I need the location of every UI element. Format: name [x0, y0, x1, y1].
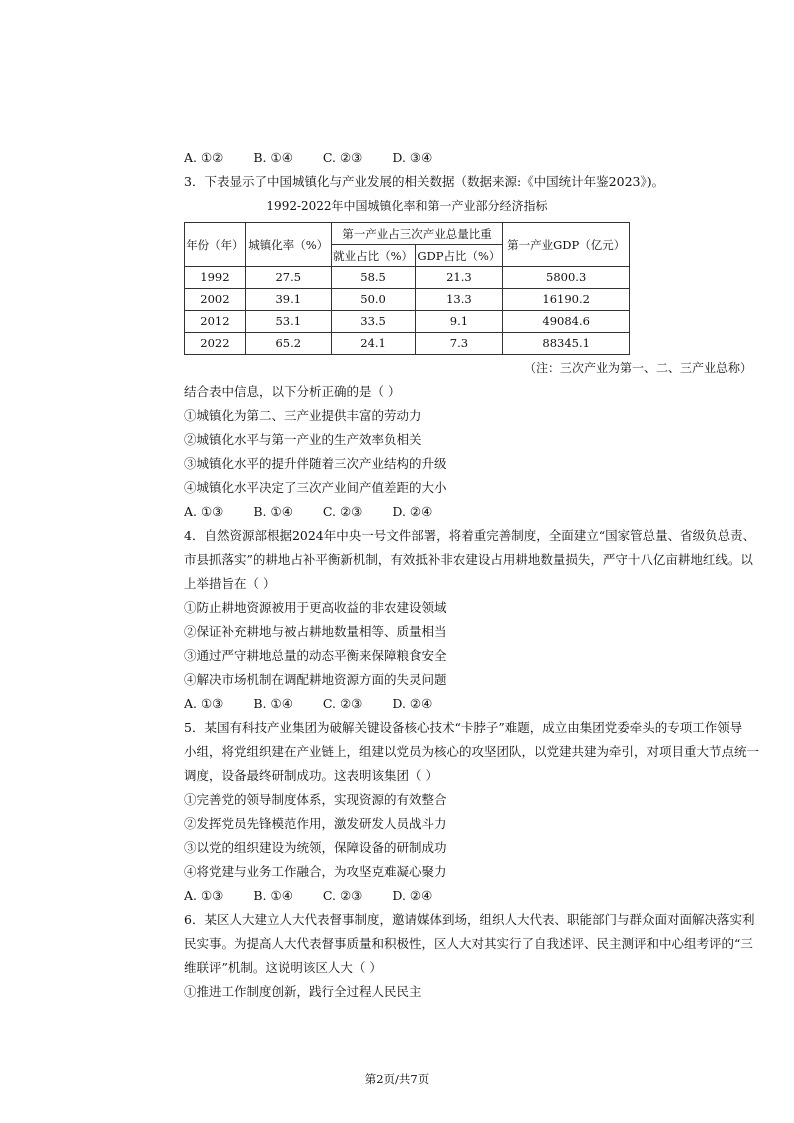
table-title: 1992-2022年中国城镇化率和第一产业部分经济指标	[266, 199, 548, 213]
cell-emp: 33.5	[331, 311, 415, 333]
cell-year: 1992	[185, 267, 246, 289]
q3-item: ④城镇化水平决定了三次产业间产值差距的大小	[184, 480, 447, 495]
option-a: A. ①③	[184, 888, 224, 903]
option-a: A. ①③	[184, 504, 224, 519]
q4-stem-line: 市县抓落实”的耕地占补平衡新机制，有效抵补非农建设占用耕地数量损失，严守十八亿亩耕地红线。以	[184, 552, 753, 567]
table-row	[185, 289, 630, 311]
cell-gdp-share: 7.3	[415, 333, 503, 355]
option-d: D. ②④	[392, 888, 433, 903]
option-c: C. ②③	[322, 150, 363, 165]
option-d: D. ②④	[392, 696, 433, 711]
option-c: C. ②③	[322, 888, 363, 903]
option-c: C. ②③	[322, 696, 363, 711]
cell-urban: 65.2	[245, 333, 331, 355]
q4-item: ①防止耕地资源被用于更高收益的非农建设领域	[184, 600, 447, 615]
cell-urban: 39.1	[245, 289, 331, 311]
option-a: A. ①③	[184, 696, 224, 711]
q3-prompt: 结合表中信息，以下分析正确的是（ ）	[184, 384, 401, 399]
cell-emp: 24.1	[331, 333, 415, 355]
option-b: B. ①④	[253, 888, 293, 903]
header-year: 年份（年）	[185, 223, 246, 267]
data-table	[184, 222, 630, 355]
q4-item: ②保证补充耕地与被占耕地数量相等、质量相当	[184, 624, 447, 639]
q3-item: ②城镇化水平与第一产业的生产效率负相关	[184, 432, 422, 447]
q3-item: ③城镇化水平的提升伴随着三次产业结构的升级	[184, 456, 447, 471]
cell-gdp-share: 13.3	[415, 289, 503, 311]
table-row	[185, 267, 630, 289]
option-b: B. ①④	[253, 696, 293, 711]
cell-year: 2002	[185, 289, 246, 311]
option-b: B. ①④	[253, 150, 293, 165]
table-note: （注：三次产业为第一、二、三产业总称）	[523, 361, 752, 375]
q6-stem-line: 民实事。为提高人大代表督事质量和积极性，区人大对其实行了自我述评、民主测评和中心组考评的“三	[184, 936, 753, 951]
q4-item: ③通过严守耕地总量的动态平衡来保障粮食安全	[184, 648, 447, 663]
option-c: C. ②③	[322, 504, 363, 519]
page-footer: 第2页/共7页	[364, 1072, 430, 1086]
q4-stem-line: 上举措旨在（ ）	[184, 576, 276, 591]
table-row	[185, 311, 630, 333]
q3-stem: 3．下表显示了中国城镇化与产业发展的相关数据（数据来源:《中国统计年鉴2023》)。	[184, 174, 665, 189]
header-gdp-share: GDP占比（%）	[415, 245, 503, 267]
q5-item: ①完善党的领导制度体系，实现资源的有效整合	[184, 792, 447, 807]
q6-item: ①推进工作制度创新，践行全过程人民民主	[184, 984, 422, 999]
q4-stem-line: 4．自然资源部根据2024年中央一号文件部署，将着重完善制度，全面建立“国家管总量、省级负总责、	[184, 528, 756, 543]
q6-stem-line: 6．某区人大建立人大代表督事制度，邀请媒体到场，组织人大代表、职能部门与群众面对面解决落实利	[184, 912, 755, 927]
cell-gdp-share: 9.1	[415, 311, 503, 333]
cell-urban: 27.5	[245, 267, 331, 289]
cell-year: 2012	[185, 311, 246, 333]
cell-gdp-share: 21.3	[415, 267, 503, 289]
q5-item: ②发挥党员先锋模范作用，激发研发人员战斗力	[184, 816, 447, 831]
header-employment: 就业占比（%）	[331, 245, 415, 267]
q4-options	[184, 696, 458, 712]
option-b: B. ①④	[253, 504, 293, 519]
q3-options	[184, 504, 458, 520]
cell-year: 2022	[185, 333, 246, 355]
prev-question-options	[184, 150, 458, 166]
q4-item: ④解决市场机制在调配耕地资源方面的失灵问题	[184, 672, 447, 687]
cell-emp: 58.5	[331, 267, 415, 289]
cell-gdp: 88345.1	[503, 333, 630, 355]
header-urbanization: 城镇化率（%）	[245, 223, 331, 267]
cell-gdp: 16190.2	[503, 289, 630, 311]
cell-emp: 50.0	[331, 289, 415, 311]
cell-gdp: 5800.3	[503, 267, 630, 289]
option-d: D. ③④	[392, 150, 433, 165]
q5-stem-line: 调度，设备最终研制成功。这表明该集团（ ）	[184, 768, 438, 783]
option-d: D. ②④	[392, 504, 433, 519]
q5-stem-line: 小组，将党组织建在产业链上，组建以党员为核心的攻坚团队，以党建共建为牵引，对项目重大节点统一	[184, 744, 760, 759]
option-a: A. ①②	[184, 150, 224, 165]
q6-stem-line: 维联评”机制。这说明该区人大（ ）	[184, 960, 382, 975]
cell-gdp: 49084.6	[503, 311, 630, 333]
q5-item: ③以党的组织建设为统领，保障设备的研制成功	[184, 840, 447, 855]
table-row	[185, 333, 630, 355]
header-primary-share: 第一产业占三次产业总量比重	[331, 223, 503, 245]
cell-urban: 53.1	[245, 311, 331, 333]
q5-options	[184, 888, 458, 904]
q5-item: ④将党建与业务工作融合，为攻坚克难凝心聚力	[184, 864, 447, 879]
q3-item: ①城镇化为第二、三产业提供丰富的劳动力	[184, 408, 422, 423]
q5-stem-line: 5．某国有科技产业集团为破解关键设备核心技术“卡脖子”难题，成立由集团党委牵头的专项工作领导	[184, 720, 743, 735]
header-primary-gdp: 第一产业GDP（亿元）	[503, 223, 630, 267]
